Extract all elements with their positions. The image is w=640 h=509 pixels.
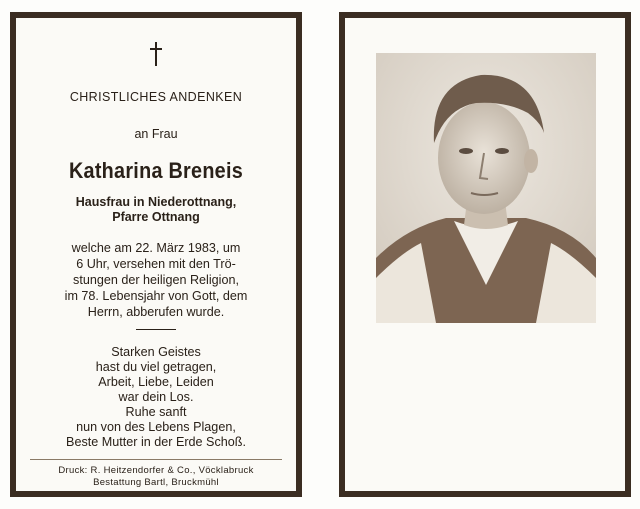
subtitle-parish: Pfarre Ottnang bbox=[112, 210, 200, 224]
memorial-card-text bbox=[10, 12, 302, 497]
poem bbox=[16, 345, 296, 450]
funeral-home-line: Bestattung Bartl, Bruckmühl bbox=[93, 477, 219, 488]
footer-divider bbox=[30, 459, 282, 460]
divider bbox=[136, 329, 176, 330]
subtitle-occupation: Hausfrau in Niederottnang, bbox=[75, 195, 237, 209]
poem-line: Starken Geistes bbox=[111, 345, 201, 359]
card-heading: CHRISTLICHES ANDENKEN bbox=[69, 90, 243, 104]
death-notice-line: im 78. Lebensjahr von Gott, dem bbox=[64, 289, 248, 303]
printer-line: Druck: R. Heitzendorfer & Co., Vöcklabruck bbox=[58, 465, 254, 476]
poem-line: war dein Los. bbox=[118, 390, 194, 404]
poem-line: Ruhe sanft bbox=[125, 405, 187, 419]
death-notice-line: Herrn, abberufen wurde. bbox=[87, 305, 225, 319]
death-notice bbox=[36, 240, 276, 320]
poem-line: nun von des Lebens Plagen, bbox=[76, 420, 236, 434]
portrait-photo bbox=[376, 53, 596, 323]
poem-line: Beste Mutter in der Erde Schoß. bbox=[66, 435, 246, 449]
poem-line: hast du viel getragen, bbox=[95, 360, 217, 374]
poem-line: Arbeit, Liebe, Leiden bbox=[98, 375, 214, 389]
death-notice-line: 6 Uhr, versehen mit den Trö- bbox=[76, 257, 236, 271]
memorial-card-photo bbox=[339, 12, 631, 497]
deceased-name: Katharina Breneis bbox=[68, 158, 244, 183]
printer-footer bbox=[16, 465, 296, 489]
cross-icon bbox=[16, 42, 296, 70]
death-notice-line: welche am 22. März 1983, um bbox=[71, 241, 241, 255]
intro-text: an Frau bbox=[134, 127, 178, 141]
death-notice-line: stungen der heiligen Religion, bbox=[73, 273, 239, 287]
